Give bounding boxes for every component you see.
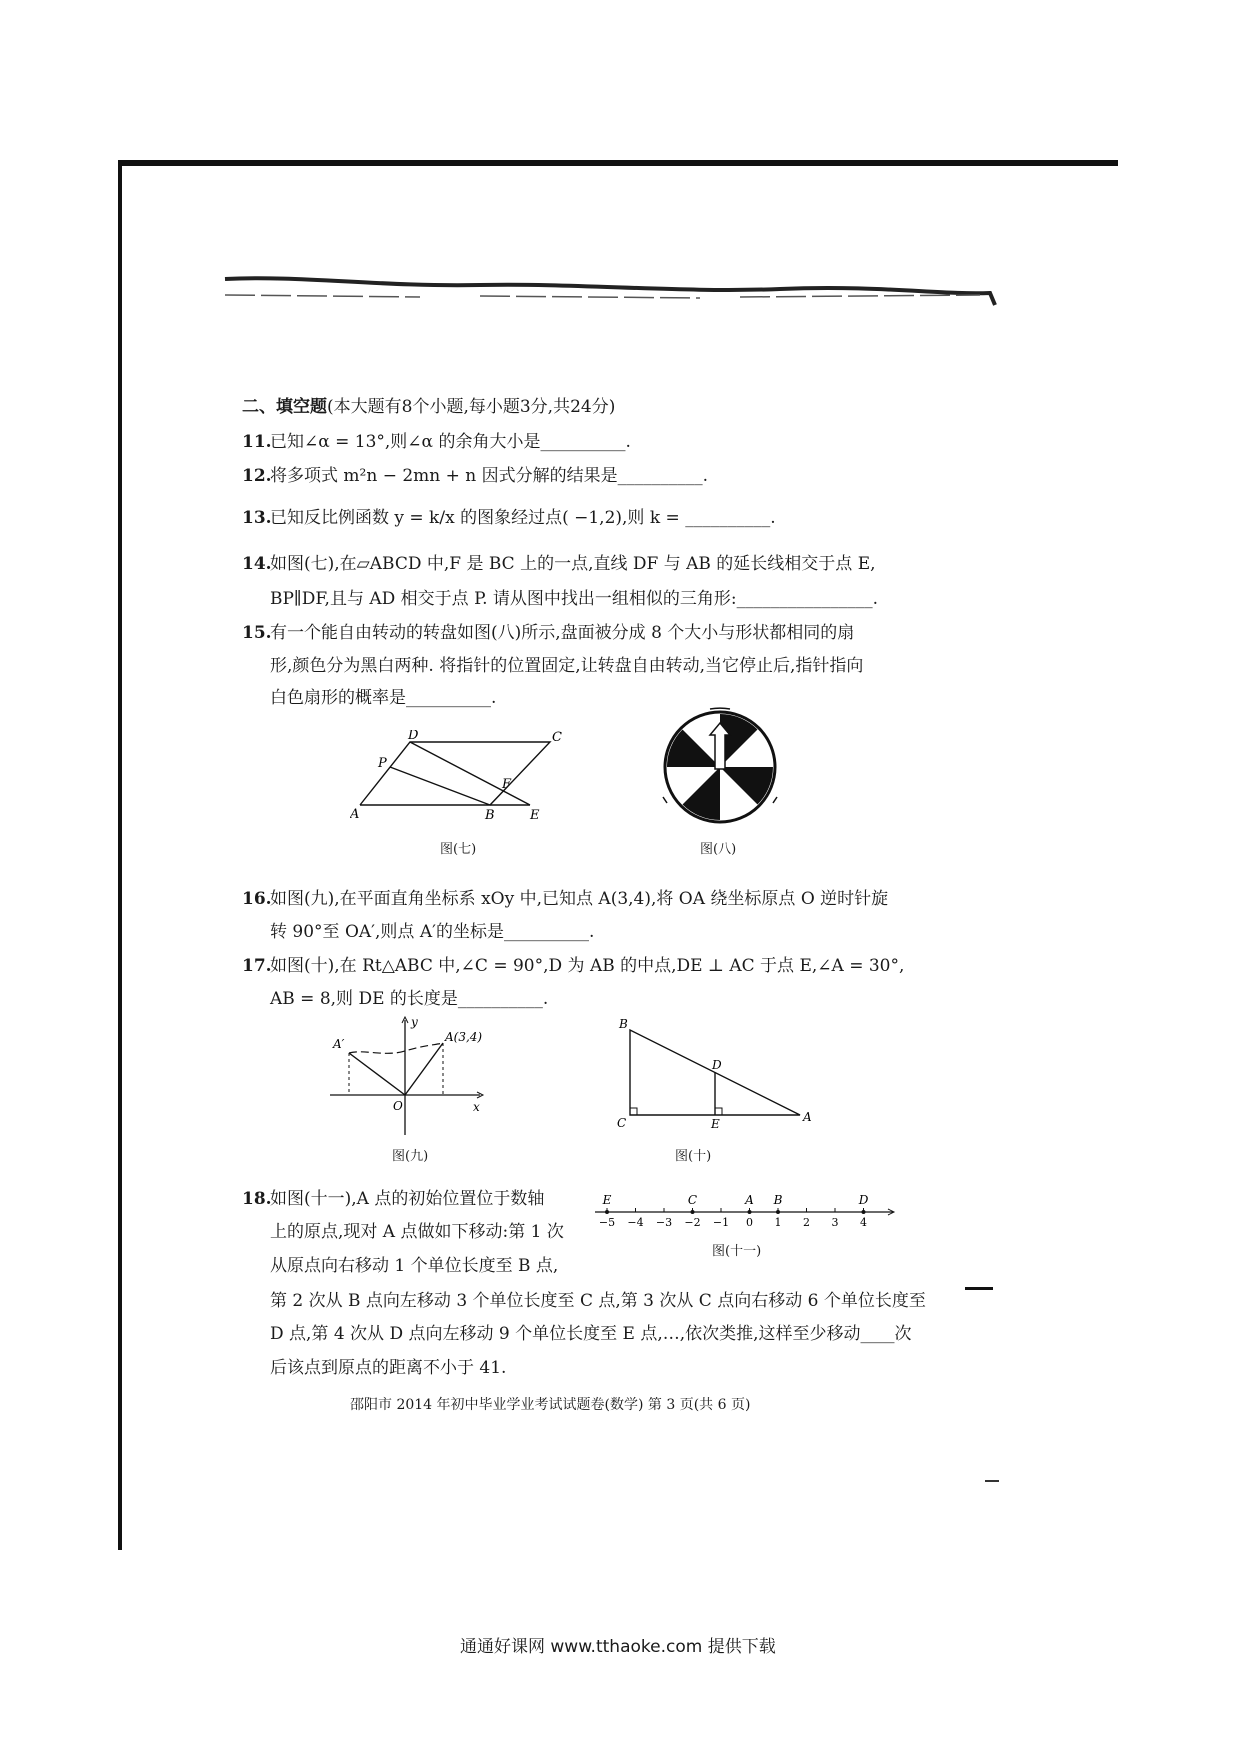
figure-11-number-line <box>595 1190 900 1240</box>
number-line-point <box>691 1210 695 1214</box>
section-title: 二、填空题 <box>242 397 327 417</box>
question-text: 有一个能自由转动的转盘如图(八)所示,盘面被分成 8 个大小与形状都相同的扇 <box>270 623 855 643</box>
figure-9-caption: 图(九) <box>392 1149 429 1164</box>
number-line-tick-label: 2 <box>803 1216 810 1229</box>
number-line-point-label: B <box>773 1193 783 1207</box>
question-number: 15. <box>242 623 272 643</box>
question-number: 12. <box>242 466 272 486</box>
question-18-line-2: 上的原点,现对 A 点做如下移动:第 1 次 <box>270 1222 564 1242</box>
question-text: 如图(十),在 Rt△ABC 中,∠C = 90°,D 为 AB 的中点,DE ⊥ AC 于点 E,∠A = 30°, <box>270 956 905 976</box>
question-text: 已知∠α = 13°,则∠α 的余角大小是__________. <box>270 432 631 452</box>
question-13 <box>242 507 776 529</box>
number-line-tick-label: 1 <box>774 1216 782 1229</box>
number-line-tick-label: −2 <box>684 1216 701 1229</box>
scan-border-left <box>118 160 122 1550</box>
scan-border-top <box>118 160 1118 166</box>
question-18-line-6: 后该点到原点的距离不小于 41. <box>270 1358 507 1378</box>
question-18-line-5: D 点,第 4 次从 D 点向左移动 9 个单位长度至 E 点,…,依次类推,这样至少移动____次 <box>270 1324 912 1344</box>
question-18 <box>242 1188 544 1210</box>
number-line-tick-label: 4 <box>860 1216 867 1229</box>
number-line-point-label: C <box>687 1193 698 1207</box>
section-note: (本大题有8个小题,每小题3分,共24分) <box>327 397 616 417</box>
parallelogram-abcd <box>360 742 550 805</box>
question-number: 13. <box>242 508 272 528</box>
label-d: D <box>408 730 419 743</box>
label-c: C <box>617 1116 627 1130</box>
number-line-point <box>862 1210 866 1214</box>
number-line-tick-label: −5 <box>598 1216 616 1229</box>
question-12 <box>242 465 708 487</box>
question-text: 如图(十一),A 点的初始位置位于数轴 <box>270 1189 545 1209</box>
question-number: 18. <box>242 1189 272 1209</box>
number-line-tick-label: −4 <box>627 1216 644 1229</box>
label-f: F <box>502 777 512 792</box>
number-line-tick-label: −3 <box>655 1216 673 1229</box>
scan-mark <box>985 1480 999 1482</box>
label-e: E <box>530 808 540 820</box>
page-footer: 邵阳市 2014 年初中毕业学业考试试题卷(数学) 第 3 页(共 6 页) <box>350 1397 751 1413</box>
line-de <box>410 742 530 805</box>
question-16 <box>242 888 888 910</box>
number-line-point-label: A <box>745 1193 754 1207</box>
label-a: A <box>803 1110 812 1124</box>
label-y: y <box>411 1015 418 1029</box>
segment-oa <box>405 1043 443 1095</box>
question-18-line-3: 从原点向右移动 1 个单位长度至 B 点, <box>270 1256 559 1276</box>
label-b: B <box>485 808 495 820</box>
question-14 <box>242 553 876 575</box>
question-text: 已知反比例函数 y = k/x 的图象经过点( −1,2),则 k = __________. <box>270 508 776 528</box>
question-number: 14. <box>242 554 272 574</box>
question-15 <box>242 622 854 644</box>
scan-mark <box>965 1287 993 1290</box>
figure-8-spinner <box>660 705 780 825</box>
label-o: O <box>393 1099 403 1113</box>
figure-8-caption: 图(八) <box>700 842 737 857</box>
label-x: x <box>473 1100 480 1114</box>
number-line-tick-label: −1 <box>712 1216 730 1229</box>
figure-7-parallelogram <box>350 730 570 820</box>
section-heading <box>242 396 615 418</box>
label-b: B <box>619 1017 628 1031</box>
segment-oa-prime <box>349 1053 405 1095</box>
question-17 <box>242 955 904 977</box>
question-18-line-4: 第 2 次从 B 点向左移动 3 个单位长度至 C 点,第 3 次从 C 点向右移动 6 个单位长度至 <box>270 1291 926 1311</box>
number-line-tick-label: 3 <box>831 1216 839 1229</box>
question-number: 16. <box>242 889 272 909</box>
label-p: P <box>378 756 387 771</box>
figure-7-caption: 图(七) <box>440 842 477 857</box>
question-number: 11. <box>242 432 272 452</box>
figure-11-caption: 图(十一) <box>712 1244 762 1259</box>
number-line-point <box>605 1210 609 1214</box>
question-11 <box>242 431 631 453</box>
question-number: 17. <box>242 956 272 976</box>
number-line-point <box>748 1210 752 1214</box>
question-16-line-2: 转 90°至 OA′,则点 A′的坐标是__________. <box>270 922 595 942</box>
figure-10-caption: 图(十) <box>675 1149 712 1164</box>
question-14-line-2: BP∥DF,且与 AD 相交于点 P. 请从图中找出一组相似的三角形:________________. <box>270 589 879 609</box>
question-text: 如图(七),在▱ABCD 中,F 是 BC 上的一点,直线 DF 与 AB 的延长线相交于点 E, <box>270 554 876 574</box>
label-a: A(3,4) <box>445 1030 483 1044</box>
number-line-point-label: E <box>602 1193 612 1207</box>
question-text: 将多项式 m²n − 2mn + n 因式分解的结果是__________. <box>270 466 709 486</box>
label-a-prime: A′ <box>333 1037 345 1051</box>
download-credit: 通通好课网 www.tthaoke.com 提供下载 <box>460 1637 776 1657</box>
question-text: 如图(九),在平面直角坐标系 xOy 中,已知点 A(3,4),将 OA 绕坐标原点 O 逆时针旋 <box>270 889 889 909</box>
label-e: E <box>711 1117 720 1130</box>
line-bp <box>390 767 490 805</box>
number-line-point <box>776 1210 780 1214</box>
number-line-tick-label: 0 <box>746 1216 753 1229</box>
label-a: A <box>350 807 360 820</box>
question-17-line-2: AB = 8,则 DE 的长度是__________. <box>270 989 549 1009</box>
figure-9-coordinate-plane <box>325 1015 500 1140</box>
number-line-point-label: D <box>858 1193 869 1207</box>
label-d: D <box>712 1058 722 1072</box>
figure-10-right-triangle <box>605 1015 820 1130</box>
label-c: C <box>552 730 562 745</box>
torn-header-strip <box>220 265 1000 315</box>
question-15-line-2: 形,颜色分为黑白两种. 将指针的位置固定,让转盘自由转动,当它停止后,指针指向 <box>270 656 864 676</box>
question-15-line-3: 白色扇形的概率是__________. <box>270 688 497 708</box>
